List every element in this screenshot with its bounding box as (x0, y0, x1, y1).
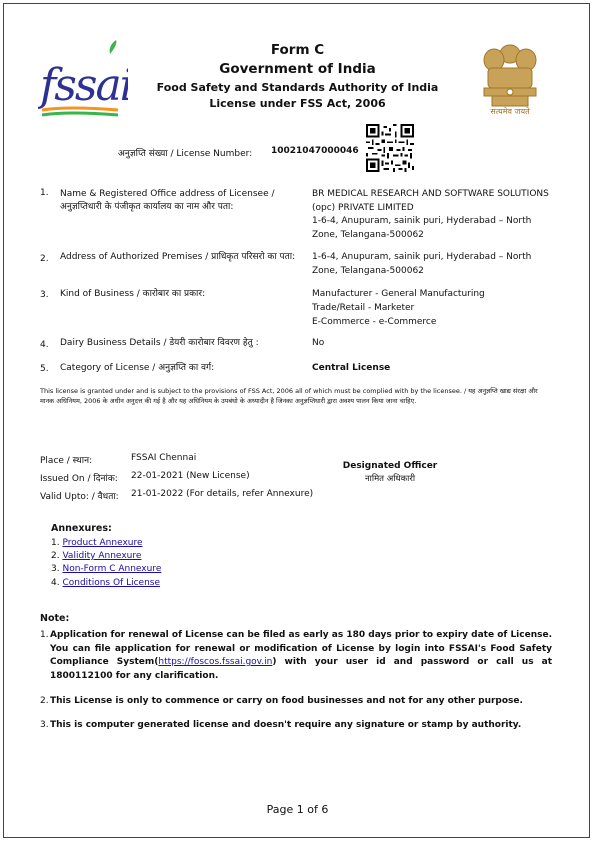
annexure-number: 1. (51, 538, 60, 548)
note-3-text: This is computer generated license and doesn't require any signature or stamp by authority. (50, 720, 522, 730)
annexure-number: 4. (51, 578, 60, 588)
item-3-number: 3. (40, 290, 49, 300)
valid-upto-value: 21-01-2022 (For details, refer Annexure) (131, 489, 314, 499)
license-number-label: अनुज्ञप्ति संख्या / License Number: (118, 149, 253, 159)
item-5-number: 5. (40, 364, 49, 374)
place-value: FSSAI Chennai (131, 453, 197, 463)
government-title: Government of India (219, 61, 376, 77)
form-title: Form C (270, 42, 325, 58)
item-5-value: Central License (312, 363, 391, 373)
note-number: 3. (40, 720, 49, 730)
item-4-label: Dairy Business Details / डेयरी कारोबार विवरण हेतु : (60, 338, 259, 348)
license-number-value: 10021047000046 (271, 146, 359, 156)
non-form-c-annexure-link[interactable]: Non-Form C Annexure (62, 564, 162, 574)
note-1-text-a: Application for renewal of License can be filed as early as 180 days prior to expiry date of License. You can file application for renewal or modification of License by login into FSSAI's Food Safety Compliance System( (50, 630, 552, 667)
designated-officer-title: Designated Officer (342, 461, 438, 471)
item-1-value-line-1: BR MEDICAL RESEARCH AND SOFTWARE SOLUTIONS (opc) PRIVATE LIMITED (312, 189, 549, 213)
item-1-number: 1. (40, 188, 49, 198)
product-annexure-link[interactable]: Product Annexure (62, 538, 143, 548)
annexure-number: 2. (51, 551, 60, 561)
item-3-value-line-1: Manufacturer - General Manufacturing (312, 289, 485, 299)
item-2-value: 1-6-4, Anupuram, sainik puri, Hyderabad – North Zone, Telangana-500062 (312, 252, 532, 276)
annexure-item-1 (51, 538, 143, 548)
conditions-of-license-link[interactable]: Conditions Of License (62, 578, 161, 588)
note-2-text: This License is only to commence or carry on food businesses and not for any other purpose. (50, 696, 523, 706)
item-4-value: No (312, 338, 325, 348)
item-1-value-line-2: 1-6-4, Anupuram, sainik puri, Hyderabad – North Zone, Telangana-500062 (312, 216, 532, 240)
item-3-label: Kind of Business / कारोबार का प्रकार: (60, 289, 206, 299)
annexure-item-3 (51, 564, 161, 574)
note-item-3 (40, 719, 556, 733)
annexures-title: Annexures: (51, 523, 112, 534)
annexure-number: 3. (51, 564, 60, 574)
issued-on-value: 22-01-2021 (New License) (131, 471, 250, 481)
note-1-text-b: ) with your user id and password or call us at 1800112100 for any clarification. (50, 657, 553, 681)
item-4-number: 4. (40, 340, 49, 350)
item-3-value-line-3: E-Commerce - e-Commerce (312, 317, 437, 327)
item-3-value-line-2: Trade/Retail - Marketer (312, 303, 415, 313)
item-5-label: Category of License / अनुज्ञप्ति का वर्ग: (60, 363, 215, 373)
act-title: License under FSS Act, 2006 (209, 97, 386, 110)
svg-text:fssai: fssai (40, 60, 128, 111)
note-item-1 (40, 629, 556, 683)
qr-code-icon (366, 124, 414, 172)
page-number: Page 1 of 6 (266, 803, 329, 816)
note-number: 2. (40, 696, 49, 706)
valid-upto-label: Valid Upto: / वैधता: (40, 492, 119, 502)
national-emblem-icon (470, 38, 550, 124)
fssai-logo (38, 40, 128, 122)
foscos-link[interactable]: https://foscos.fssai.gov.in (158, 657, 273, 667)
issued-on-label: Issued On / दिनांक: (40, 474, 118, 484)
annexure-item-4 (51, 578, 160, 588)
annexure-item-2 (51, 551, 141, 561)
license-disclaimer: This license is granted under and is subject to the provisions of FSS Act, 2006 all of which must be complied with by the licensee. / यह अनुज्ञप्ति खाद्य संरक्षा और मानक अधिनियम, 2006 के अधीन अनुदत्त की गई है और यह अधिनियम के उपबंधो के अध्यादीन है जिनका अनुज्ञप्तिधारी द्वारा अवश्य पालन किया जाना चाहिए. (40, 387, 538, 405)
note-title: Note: (40, 613, 70, 624)
item-2-number: 2. (40, 254, 49, 264)
item-2-label: Address of Authorized Premises / प्राधिकृत परिसरो का पता: (60, 252, 296, 262)
validity-annexure-link[interactable]: Validity Annexure (62, 551, 142, 561)
page-border (3, 3, 590, 838)
emblem-motto: सत्यमेव जयते (490, 107, 530, 116)
note-item-2 (40, 695, 556, 709)
place-label: Place / स्थान: (40, 456, 93, 466)
designated-officer-hindi: नामित अधिकारी (364, 474, 416, 484)
item-1-label: Name & Registered Office address of Licensee / अनुज्ञप्तिधारी के पंजीकृत कार्यालय का नाम और पता: (60, 189, 275, 212)
note-number: 1. (40, 630, 49, 640)
authority-title: Food Safety and Standards Authority of India (156, 81, 439, 94)
